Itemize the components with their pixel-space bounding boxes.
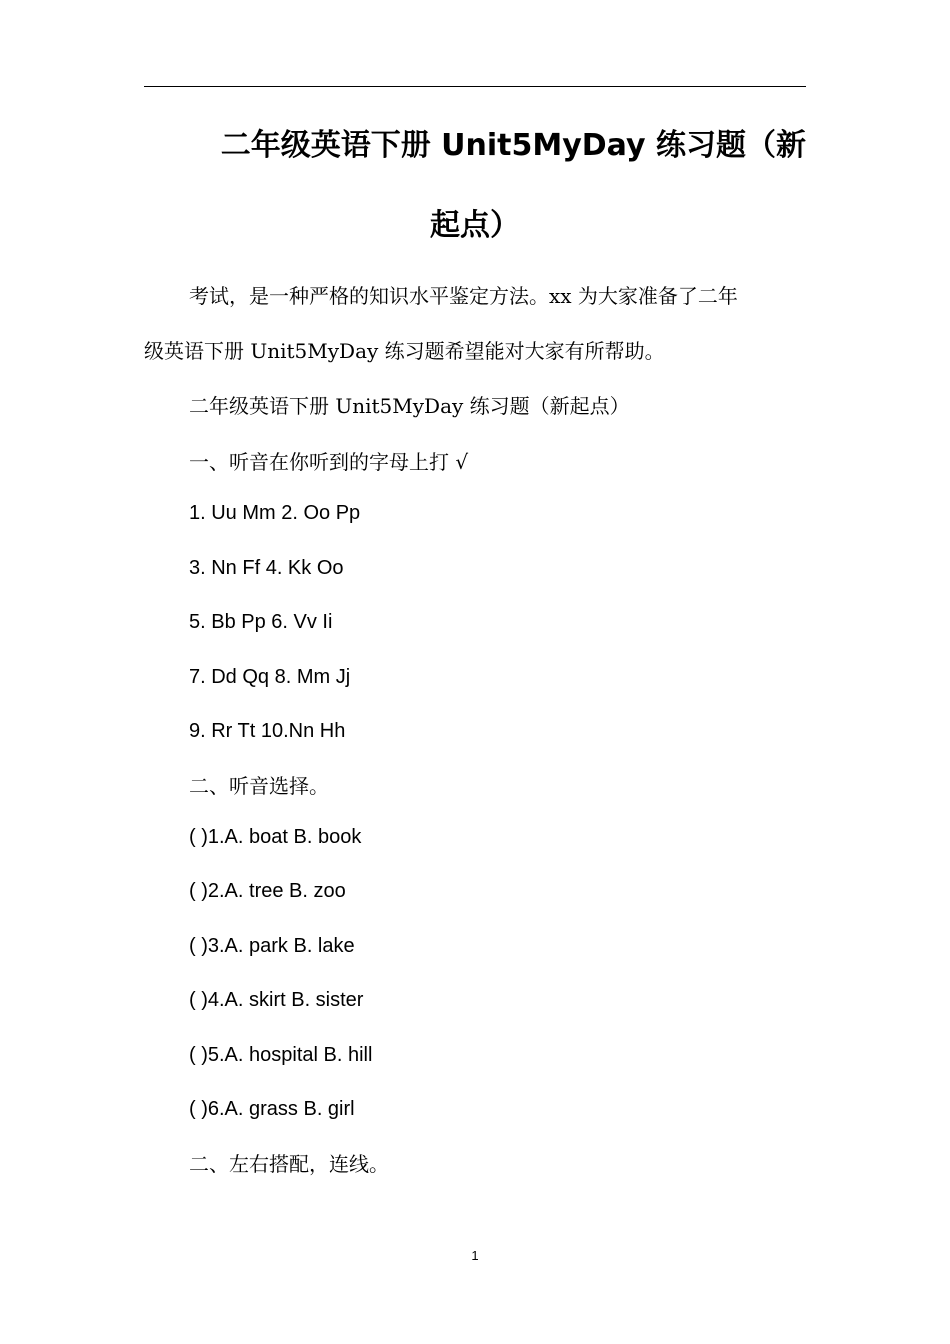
- list-item: ( )4.A. skirt B. sister: [189, 989, 364, 1011]
- list-item: 7. Dd Qq 8. Mm Jj: [189, 666, 351, 688]
- intro-paragraph-line-2: 级英语下册 Unit5MyDay 练习题希望能对大家有所帮助。: [144, 339, 665, 363]
- list-item: 1. Uu Mm 2. Oo Pp: [189, 502, 361, 524]
- list-item: ( )6.A. grass B. girl: [189, 1098, 355, 1120]
- header-rule: [144, 86, 806, 87]
- list-item: 9. Rr Tt 10.Nn Hh: [189, 720, 346, 742]
- page-number: 1: [471, 1248, 479, 1263]
- list-item: ( )1.A. boat B. book: [189, 826, 362, 848]
- list-item: ( )3.A. park B. lake: [189, 935, 355, 957]
- intro-paragraph-line-1: 考试，是一种严格的知识水平鉴定方法。xx 为大家准备了二年: [189, 284, 738, 308]
- section-2-heading: 二、听音选择。: [189, 774, 329, 798]
- document-title-line-1: 二年级英语下册 Unit5MyDay 练习题（新: [220, 128, 806, 163]
- section-1-heading: 一、听音在你听到的字母上打 √: [189, 450, 469, 474]
- document-title-line-2: 起点）: [430, 208, 520, 243]
- document-subtitle: 二年级英语下册 Unit5MyDay 练习题（新起点）: [189, 394, 630, 418]
- list-item: ( )2.A. tree B. zoo: [189, 880, 346, 902]
- list-item: ( )5.A. hospital B. hill: [189, 1044, 373, 1066]
- list-item: 5. Bb Pp 6. Vv Ii: [189, 611, 333, 633]
- section-3-heading: 二、左右搭配，连线。: [189, 1152, 389, 1176]
- list-item: 3. Nn Ff 4. Kk Oo: [189, 557, 344, 579]
